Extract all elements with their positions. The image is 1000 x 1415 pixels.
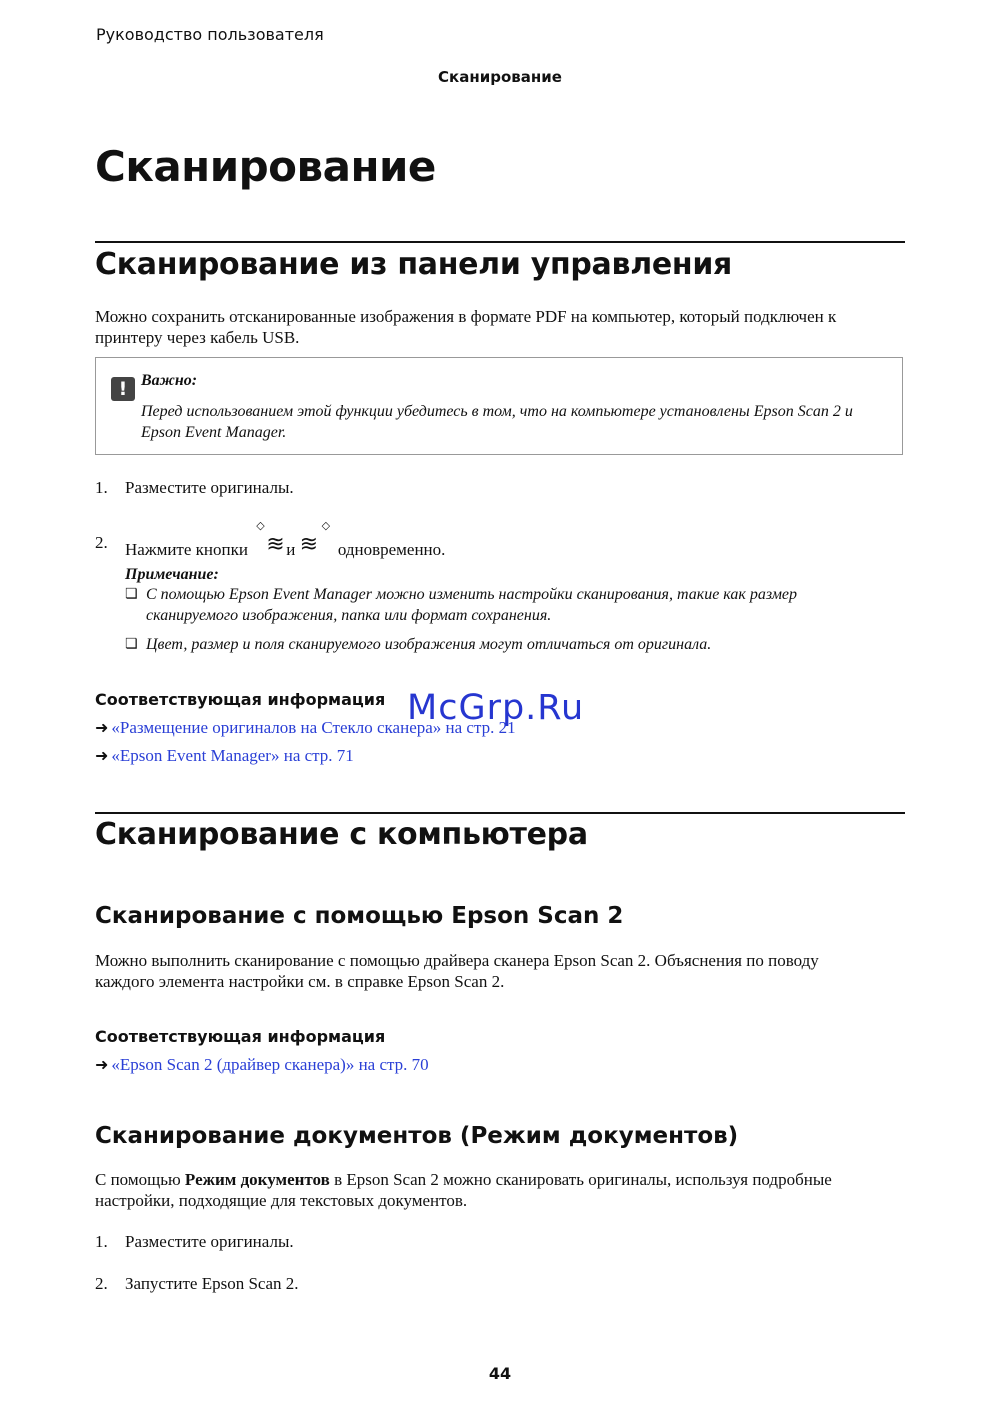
- note-line: сканируемого изображения, папка или формат сохранения.: [146, 607, 552, 624]
- step-number: 2.: [95, 1274, 108, 1293]
- step-number: 2.: [95, 533, 108, 552]
- step-text: [125, 520, 446, 560]
- related-info-title: Соответствующая информация: [95, 1027, 386, 1046]
- scan-start-button-icon: [252, 520, 286, 557]
- start-diamond-icon: ◇: [256, 520, 265, 532]
- subsection-paragraph: [95, 1169, 895, 1211]
- important-box: [95, 357, 903, 455]
- arrow-right-icon: ➜: [95, 718, 109, 737]
- step-text: Разместите оригиналы.: [125, 1232, 294, 1251]
- running-head: Руководство пользователя: [96, 25, 324, 44]
- section-title-computer: Сканирование с компьютера: [95, 817, 588, 852]
- note-item: [125, 584, 885, 626]
- important-line: Перед использованием этой функции убедитесь в том, что на компьютере установлены Epson Scan 2 и: [141, 403, 853, 420]
- step-number: 1.: [95, 1232, 108, 1251]
- text-part: С помощью: [95, 1170, 185, 1189]
- checkbox-bullet-icon: ❏: [125, 586, 138, 602]
- step-text: Запустите Epson Scan 2.: [125, 1274, 299, 1293]
- scan-start-button-icon: [299, 520, 334, 557]
- related-link[interactable]: «Размещение оригиналов на Стекло сканера» на стр. 21: [111, 718, 516, 737]
- important-title: Важно:: [141, 372, 198, 389]
- important-icon: !: [111, 377, 135, 401]
- subsection-title-document-mode: Сканирование документов (Режим документов): [95, 1123, 739, 1149]
- section-head: Сканирование: [438, 68, 562, 86]
- related-link-row: [95, 1055, 429, 1075]
- step-number: 1.: [95, 478, 108, 497]
- page-number: 44: [488, 1364, 512, 1383]
- mono-copy-icon: ≋: [266, 531, 285, 556]
- start-diamond-icon: ◇: [321, 520, 331, 532]
- intro-paragraph: [95, 306, 895, 348]
- text-part: в Epson Scan 2 можно сканировать оригиналы, используя подробные: [329, 1170, 832, 1189]
- checkbox-bullet-icon: ❏: [125, 636, 138, 652]
- page-title: Сканирование: [95, 142, 436, 191]
- paragraph-line: настройки, подходящие для текстовых документов.: [95, 1191, 468, 1210]
- note-title: Примечание:: [125, 566, 219, 583]
- bold-term: Режим документов: [184, 1170, 330, 1189]
- related-link-row: [95, 746, 354, 766]
- section-rule: [95, 241, 905, 243]
- step-text-part: и: [286, 540, 296, 559]
- related-info-title: Соответствующая информация: [95, 690, 386, 709]
- subsection-paragraph: [95, 950, 895, 992]
- step-text: Разместите оригиналы.: [125, 478, 294, 497]
- related-link[interactable]: «Epson Event Manager» на стр. 71: [111, 746, 354, 765]
- intro-line: принтеру через кабель USB.: [95, 328, 300, 347]
- step-text-part: одновременно.: [337, 540, 446, 559]
- note-item: [125, 634, 885, 655]
- watermark: McGrp.Ru: [407, 688, 585, 728]
- note-line: С помощью Epson Event Manager можно изменить настройки сканирования, такие как размер: [146, 586, 798, 603]
- paragraph-line: [95, 1169, 895, 1190]
- important-text: [141, 401, 891, 443]
- section-title-control-panel: Сканирование из панели управления: [95, 247, 733, 282]
- color-copy-icon: ≋: [299, 531, 319, 556]
- important-line: Epson Event Manager.: [141, 424, 287, 441]
- paragraph-line: Можно выполнить сканирование с помощью драйвера сканера Epson Scan 2. Объяснения по поводу: [95, 951, 819, 970]
- subsection-title-epson-scan: Сканирование с помощью Epson Scan 2: [95, 903, 624, 929]
- paragraph-line: каждого элемента настройки см. в справке Epson Scan 2.: [95, 972, 505, 991]
- step-text-part: Нажмите кнопки: [125, 540, 248, 559]
- section-rule: [95, 812, 905, 814]
- arrow-right-icon: ➜: [95, 746, 109, 765]
- arrow-right-icon: ➜: [95, 1055, 109, 1074]
- related-link[interactable]: «Epson Scan 2 (драйвер сканера)» на стр. 70: [111, 1055, 429, 1074]
- intro-line: Можно сохранить отсканированные изображения в формате PDF на компьютер, который подключен к: [95, 307, 837, 326]
- note-line: Цвет, размер и поля сканируемого изображения могут отличаться от оригинала.: [146, 636, 712, 653]
